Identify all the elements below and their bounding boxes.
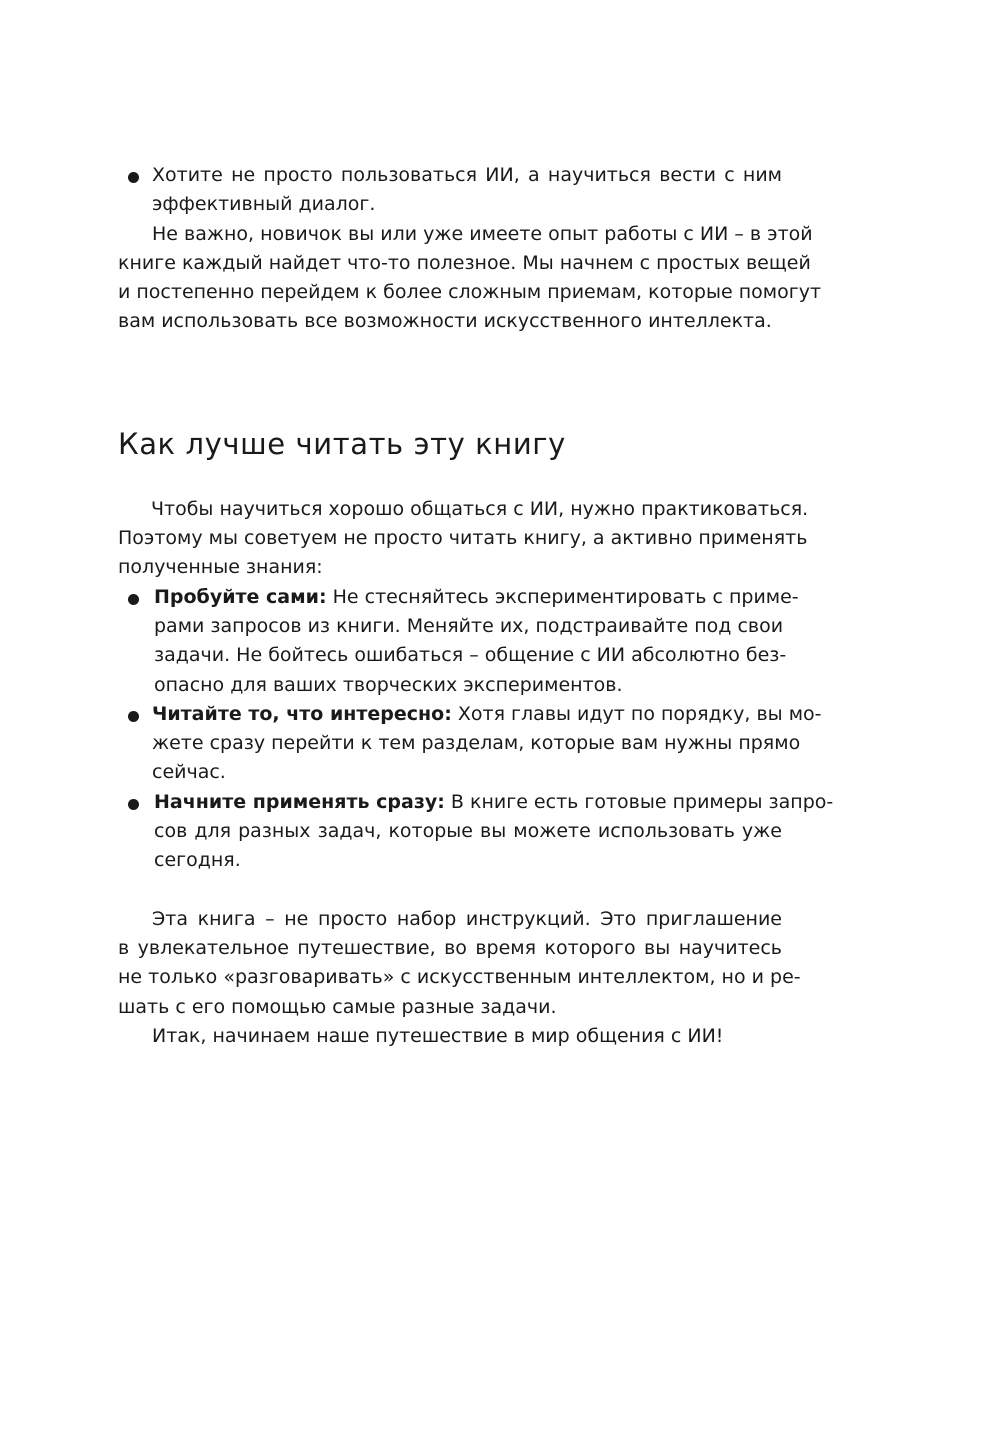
tip-line: сейчас. — [152, 761, 226, 784]
closing-line-2: в увлекательное путешествие, во время которого вы научитесь — [118, 936, 782, 959]
intro-paragraph-line-1: Не важно, новичок вы или уже имеете опыт работы с ИИ – в этой — [152, 222, 813, 245]
intro-paragraph-line-2: книге каждый найдет что-то полезное. Мы начнем с простых вещей — [118, 251, 811, 274]
closing-paragraph — [118, 905, 801, 1022]
tip-line: жете сразу перейти к тем разделам, которые вам нужны прямо — [152, 732, 801, 755]
tip-first-rest: Хотя главы идут по порядку, вы мо- — [451, 702, 822, 725]
tip-first-rest: В книге есть готовые примеры запро- — [444, 790, 834, 813]
intro-bullet-line-2: эффективный диалог. — [152, 193, 376, 216]
bullet-icon — [128, 799, 139, 810]
tip-title: Пробуйте сами: — [154, 585, 327, 608]
tip-line: задачи. Не бойтесь ошибаться – общение с ИИ абсолютно без- — [154, 644, 787, 667]
tip-item-apply-now — [118, 788, 834, 876]
final-line: Итак, начинаем наше путешествие в мир общения с ИИ! — [152, 1024, 724, 1047]
section-lead-paragraph — [118, 495, 809, 583]
tip-line: сегодня. — [154, 849, 241, 872]
tip-first-line — [154, 583, 799, 612]
bullet-icon — [128, 594, 139, 605]
closing-line-3: не только «разговаривать» с искусственным интеллектом, но и ре- — [118, 966, 801, 989]
closing-line-4: шать с его помощью самые разные задачи. — [118, 995, 557, 1018]
page-content — [118, 161, 834, 1051]
intro-bullet-line-1: Хотите не просто пользоваться ИИ, а научиться вести с ним — [152, 164, 782, 186]
tip-title: Начните применять сразу: — [154, 790, 445, 813]
lead-line-1: Чтобы научиться хорошо общаться с ИИ, нужно практиковаться. — [151, 497, 809, 520]
tip-item-try-yourself — [118, 583, 799, 700]
tip-first-line — [152, 700, 822, 729]
tip-first-line — [154, 788, 834, 817]
tip-line: сов для разных задач, которые вы можете использовать уже — [154, 820, 782, 843]
bullet-icon — [128, 711, 139, 722]
intro-paragraph — [118, 220, 822, 337]
tip-title: Читайте то, что интересно: — [152, 702, 452, 725]
tip-first-rest: Не стесняйтесь экспериментировать с приме- — [326, 585, 799, 608]
section-heading: Как лучше читать эту книгу — [118, 426, 566, 461]
lead-line-2: Поэтому мы советуем не просто читать книгу, а активно применять — [118, 527, 808, 550]
tip-line: опасно для ваших творческих экспериментов. — [154, 673, 623, 696]
intro-bullet-item — [118, 161, 782, 220]
intro-paragraph-line-3: и постепенно перейдем к более сложным приемам, которые помогут — [118, 281, 822, 304]
closing-line-1: Эта книга – не просто набор инструкций. Это приглашение — [152, 907, 782, 930]
bullet-icon — [128, 172, 139, 183]
lead-line-3: полученные знания: — [118, 556, 323, 579]
tip-line: рами запросов из книги. Меняйте их, подстраивайте под свои — [154, 614, 784, 637]
intro-paragraph-line-4: вам использовать все возможности искусственного интеллекта. — [118, 310, 772, 333]
tip-item-read-interesting — [118, 700, 822, 788]
